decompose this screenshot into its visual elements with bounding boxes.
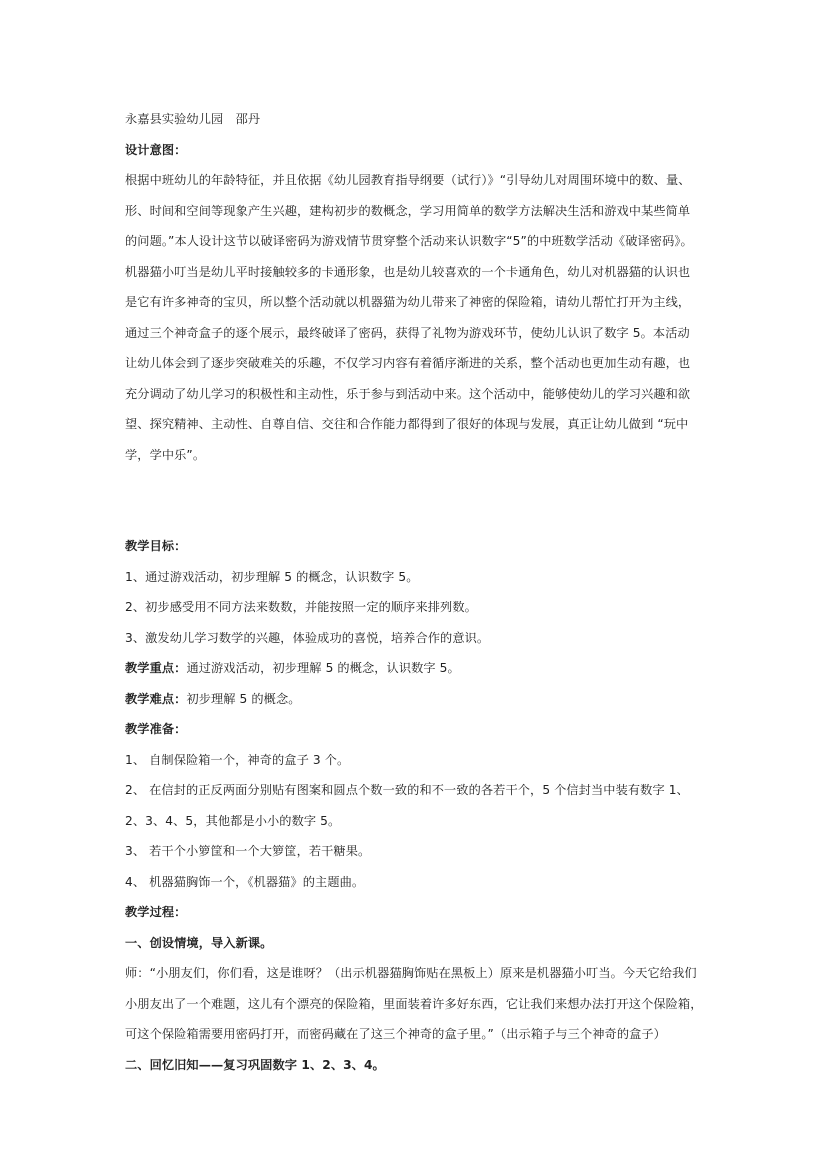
design-intent-paragraph: [125, 165, 705, 470]
paragraph-line: 的问题。”本人设计这节以破译密码为游戏情节贯穿整个活动来认识数字“5”的中班数学活动《破译密码》。: [125, 234, 693, 248]
goal-item: 2、初步感受用不同方法来数数，并能按照一定的顺序来排列数。: [125, 600, 477, 614]
step2-title: 二、回忆旧知——复习巩固数字 1、2、3、4。: [125, 1057, 385, 1072]
paragraph-line: 让幼儿体会到了逐步突破难关的乐趣，不仅学习内容有着循序渐进的关系，整个活动也更加生动有趣，也: [125, 356, 691, 370]
preparation-item: 2、 在信封的正反两面分别贴有图案和圆点个数一致的和不一致的各若干个，5 个信封当中装有数字 1、: [125, 783, 689, 797]
step1-line: 可这个保险箱需要用密码打开，而密码藏在了这三个神奇的盒子里。”（出示箱子与三个神奇的盒子）: [125, 1027, 666, 1041]
document-body: [125, 104, 705, 1080]
step1-line: 小朋友出了一个难题，这儿有个漂亮的保险箱，里面装着许多好东西，它让我们来想办法打开这个保险箱，: [125, 996, 703, 1011]
paragraph-line: 机器猫小叮当是幼儿平时接触较多的卡通形象，也是幼儿较喜欢的一个卡通角色，幼儿对机器猫的认识也: [125, 264, 691, 279]
key-point-line: [125, 653, 705, 684]
paragraph-line: 是它有许多神奇的宝贝，所以整个活动就以机器猫为幼儿带来了神密的保险箱，请幼儿帮忙打开为主线，: [125, 295, 691, 309]
preparation-item: 1、 自制保险箱一个，神奇的盒子 3 个。: [125, 752, 350, 767]
paragraph-line: 根据中班幼儿的年龄特征，并且依据《幼儿园教育指导纲要（试行）》“引导幼儿对周围环境中的数、量、: [125, 173, 691, 187]
goal-item: 1、通过游戏活动，初步理解 5 的概念，认识数字 5。: [125, 569, 419, 584]
paragraph-line: 学，学中乐”。: [125, 447, 206, 462]
process-heading: 教学过程：: [125, 905, 187, 919]
key-point-text: 通过游戏活动，初步理解 5 的概念，认识数字 5。: [186, 661, 460, 675]
preparation-item: 4、 机器猫胸饰一个，《机器猫》的主题曲。: [125, 874, 365, 889]
preparation-heading: 教学准备：: [125, 722, 187, 736]
author-line: 永嘉县实验幼儿园 邵丹: [125, 112, 261, 126]
goals-heading: 教学目标：: [125, 539, 187, 553]
key-point-label: 教学重点：: [125, 661, 187, 675]
difficulty-label: 教学难点：: [125, 691, 187, 706]
paragraph-line: 望、探究精神、主动性、自尊自信、交往和合作能力都得到了很好的体现与发展，真正让幼儿做到 “玩中: [125, 417, 689, 431]
step1-line: 师：“小朋友们，你们看，这是谁呀？（出示机器猫胸饰贴在黑板上）原来是机器猫小叮当。今天它给我们: [125, 966, 697, 980]
section-spacer: [125, 470, 705, 531]
preparation-item: 3、 若干个小箩筐和一个大箩筐，若干糖果。: [125, 844, 371, 858]
difficulty-line: [125, 684, 705, 715]
goal-item: 3、激发幼儿学习数学的兴趣，体验成功的喜悦，培养合作的意识。: [125, 630, 490, 645]
paragraph-line: 通过三个神奇盒子的逐个展示，最终破译了密码，获得了礼物为游戏环节，使幼儿认识了数字 5。本活动: [125, 325, 690, 340]
paragraph-line: 充分调动了幼儿学习的积极性和主动性，乐于参与到活动中来。这个活动中，能够使幼儿的学习兴趣和欲: [125, 386, 691, 401]
preparation-item: 2、3、4、5，其他都是小小的数字 5。: [125, 813, 341, 828]
design-intent-heading: 设计意图：: [125, 142, 187, 157]
step1-title: 一、创设情境，导入新课。: [125, 935, 273, 950]
difficulty-text: 初步理解 5 的概念。: [186, 691, 301, 706]
paragraph-line: 形、时间和空间等现象产生兴趣，建构初步的数概念，学习用简单的数学方法解决生活和游戏中某些简单: [125, 203, 691, 218]
